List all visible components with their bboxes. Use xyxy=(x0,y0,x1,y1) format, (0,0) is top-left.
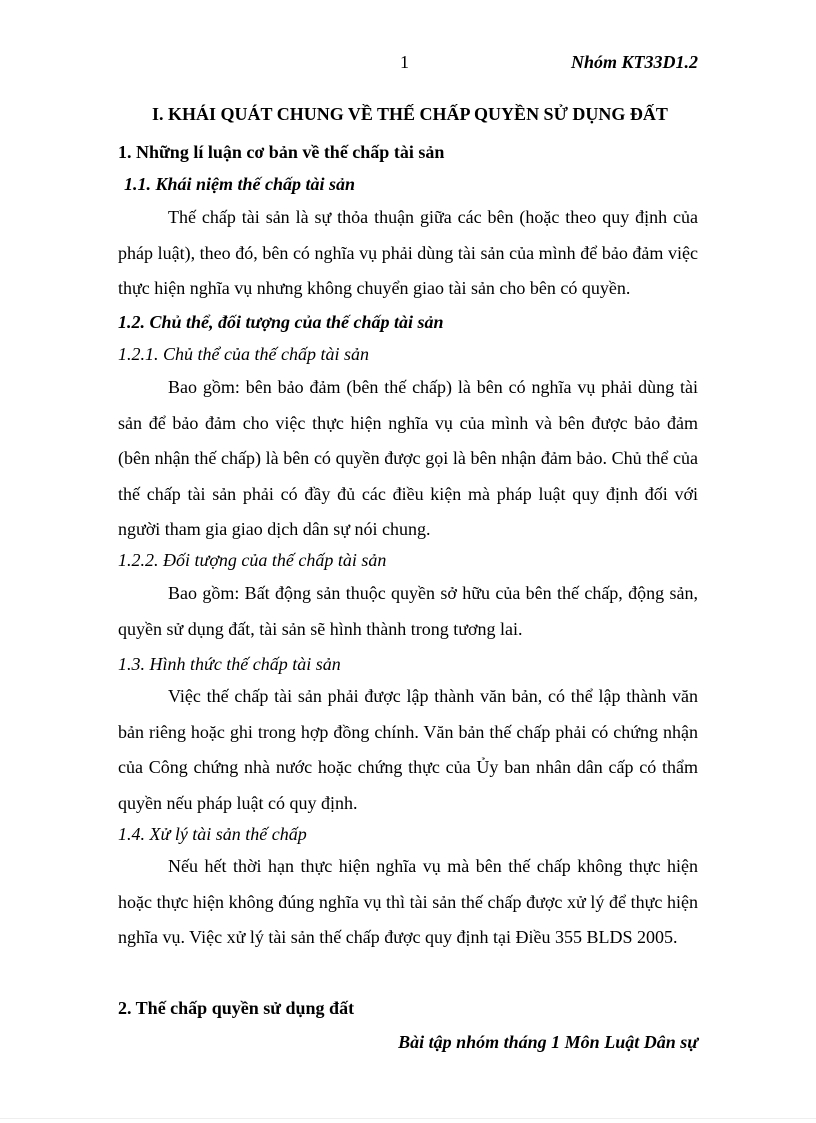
footer-text: Bài tập nhóm tháng 1 Môn Luật Dân sự xyxy=(398,1032,698,1052)
heading-section-1-2-1: 1.2.1. Chủ thể của thế chấp tài sản xyxy=(118,344,369,364)
paragraph-4: Việc thế chấp tài sản phải được lập thành văn bản, có thể lập thành văn bản riêng hoặc ghi trong hợp đồng chính. Văn bản thế chấp phải có chứng nhận của Công chứng nhà nước hoặc chứng thực của Ủy ban nhân dân cấp có thẩm quyền nếu pháp luật có quy định. xyxy=(118,686,698,813)
heading-section-1-2: 1.2. Chủ thể, đối tượng của thế chấp tài sản xyxy=(118,312,444,332)
heading-section-1-1: 1.1. Khái niệm thế chấp tài sản xyxy=(124,174,356,194)
page-bottom-divider xyxy=(0,1118,816,1119)
paragraph-3: Bao gồm: Bất động sản thuộc quyền sở hữu của bên thế chấp, động sản, quyền sử dụng đất, tài sản sẽ hình thành trong tương lai. xyxy=(118,583,698,639)
paragraph-2: Bao gồm: bên bảo đảm (bên thế chấp) là bên có nghĩa vụ phải dùng tài sản để bảo đảm cho việc thực hiện nghĩa vụ của mình và bên được bảo đảm (bên nhận thế chấp) là bên có quyền được gọi là bên nhận đảm bảo. Chủ thể của thế chấp tài sản phải có đầy đủ các điều kiện mà pháp luật quy định đối với người tham gia giao dịch dân sự nói chung. xyxy=(118,377,698,539)
heading-section-1: 1. Những lí luận cơ bản về thế chấp tài sản xyxy=(118,142,445,162)
heading-section-1-4: 1.4. Xử lý tài sản thế chấp xyxy=(118,824,307,844)
heading-section-1-2-2: 1.2.2. Đối tượng của thế chấp tài sản xyxy=(118,550,387,570)
page-number: 1 xyxy=(400,52,409,72)
header-group-name: Nhóm KT33D1.2 xyxy=(570,52,698,72)
paragraph-5: Nếu hết thời hạn thực hiện nghĩa vụ mà bên thế chấp không thực hiện hoặc thực hiện không đúng nghĩa vụ thì tài sản thế chấp được xử lý để thực hiện nghĩa vụ. Việc xử lý tài sản thế chấp được quy định tại Điều 355 BLDS 2005. xyxy=(118,856,698,947)
document-title: I. KHÁI QUÁT CHUNG VỀ THẾ CHẤP QUYỀN SỬ DỤNG ĐẤT xyxy=(152,104,668,124)
heading-section-2: 2. Thế chấp quyền sử dụng đất xyxy=(118,998,355,1018)
paragraph-1: Thế chấp tài sản là sự thỏa thuận giữa các bên (hoặc theo quy định của pháp luật), theo đó, bên có nghĩa vụ phải dùng tài sản của mình để bảo đảm việc thực hiện nghĩa vụ nhưng không chuyển giao tài sản cho bên có quyền. xyxy=(118,207,698,298)
heading-section-1-3: 1.3. Hình thức thế chấp tài sản xyxy=(118,654,341,674)
